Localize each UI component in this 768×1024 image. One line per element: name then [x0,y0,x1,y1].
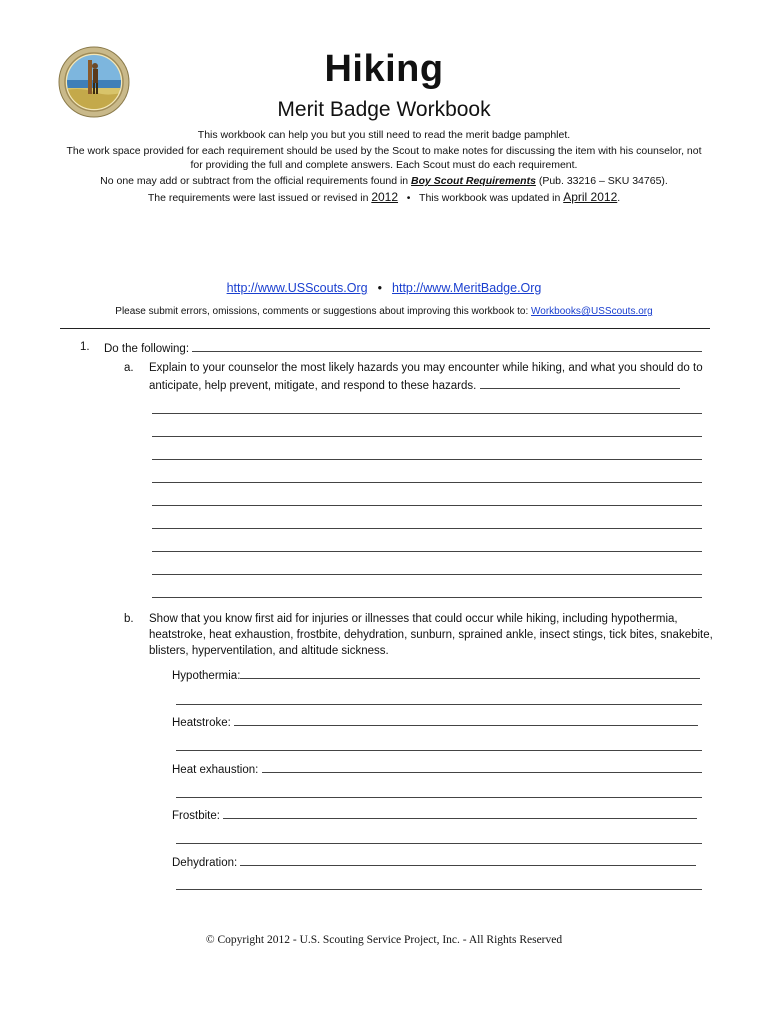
topic-label: Heat exhaustion: [172,764,259,776]
answer-line[interactable] [176,750,702,751]
intro-line-3 [60,174,708,188]
answer-line[interactable] [152,574,702,575]
answer-line[interactable] [152,482,702,483]
revision-year: 2012 [371,190,399,204]
updated-end: . [617,192,621,204]
answer-line[interactable] [152,413,702,414]
req-1b-text-3: blisters, hyperventilation, and altitude sickness. [149,645,389,657]
answer-line[interactable] [176,889,702,890]
req-1a-text-2: anticipate, help prevent, mitigate, and respond to these hazards. [149,380,477,392]
topic-label: Heatstroke: [172,717,231,729]
usscouts-link[interactable]: http://www.USScouts.Org [226,281,368,295]
answer-line[interactable] [152,551,702,552]
intro-block [60,128,708,205]
workbooks-email-link[interactable]: Workbooks@USScouts.org [531,306,653,317]
links-row [0,281,768,295]
answer-line[interactable] [152,459,702,460]
links-bullet: • [377,281,383,295]
intro-line-4 [60,190,708,205]
updated-date: April 2012 [563,190,618,204]
requirements-book-title: Boy Scout Requirements [411,175,536,187]
answer-line[interactable] [176,843,702,844]
req-1a-label: a. [124,362,134,374]
req-1-text: Do the following: [104,343,190,355]
topic-dehydration [172,855,704,869]
revision-prefix: The requirements were last issued or revised in [147,192,372,204]
answer-line[interactable] [152,528,702,529]
req-1a-line-2 [149,378,704,392]
intro-line-2: The work space provided for each requirement should be used by the Scout to make notes for discussing the item with his counselor, not for providing the full and complete answers. Each Scout must do each requirement. [66,145,702,171]
topic-hypothermia [172,668,704,682]
topic-frostbite [172,808,704,822]
topic-label: Hypothermia: [172,670,241,682]
submit-text: Please submit errors, omissions, comments or suggestions about improving this workbook to: [115,306,532,317]
answer-line[interactable] [152,436,702,437]
answer-line[interactable] [152,597,702,598]
intro-line-3-prefix: No one may add or subtract from the official requirements found in [100,175,412,187]
req-1a-text-1: Explain to your counselor the most likely hazards you may encounter while hiking, and what you should do to [149,362,703,374]
bullet: • [406,192,411,204]
copyright-footer: © Copyright 2012 - U.S. Scouting Service Project, Inc. - All Rights Reserved [205,934,563,946]
req-1b-text-1: Show that you know first aid for injuries or illnesses that could occur while hiking, including hypothermia, [149,613,678,625]
answer-line[interactable] [152,505,702,506]
req-1b-label: b. [124,613,134,625]
topic-heat-exhaustion [172,762,704,776]
page-title: Hiking [324,48,444,90]
topic-label: Dehydration: [172,857,238,869]
intro-line-3-suffix: (Pub. 33216 – SKU 34765). [535,175,668,187]
topic-label: Frostbite: [172,810,220,822]
req-1b-text-2: heatstroke, heat exhaustion, frostbite, dehydration, sunburn, sprained ankle, insect stings, tick bites, snakebite, [149,629,713,641]
req-1-number: 1. [80,341,90,353]
intro-line-1: This workbook can help you but you still need to read the merit badge pamphlet. [197,129,571,141]
header-divider [60,328,710,329]
page-subtitle: Merit Badge Workbook [277,98,491,121]
submit-note [0,306,768,317]
updated-prefix: This workbook was updated in [419,192,564,204]
answer-line[interactable] [176,797,702,798]
meritbadge-link[interactable]: http://www.MeritBadge.Org [392,281,542,295]
topic-heatstroke [172,715,704,729]
req-1-line [104,341,704,355]
answer-line[interactable] [176,704,702,705]
